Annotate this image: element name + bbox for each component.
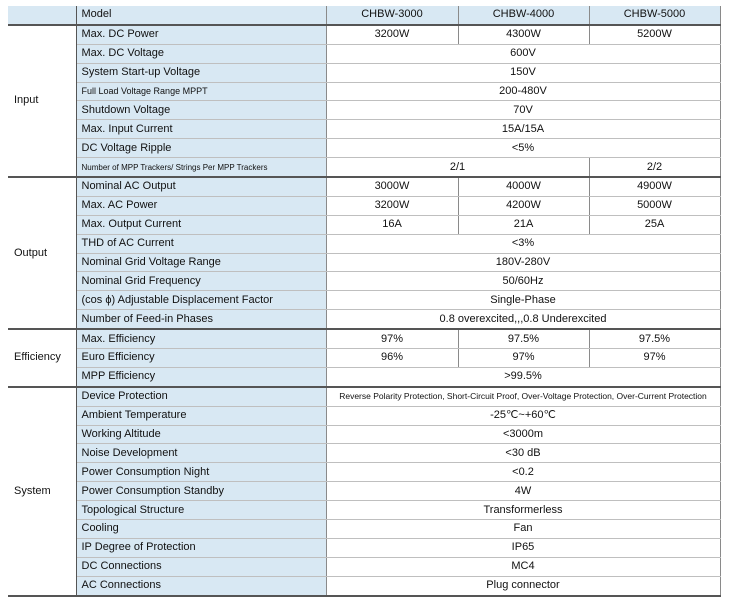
spec-row	[8, 177, 720, 196]
spec-row	[8, 63, 720, 82]
spec-value: 25A	[589, 215, 720, 234]
spec-row	[8, 158, 720, 177]
spec-value: 96%	[326, 349, 458, 368]
spec-value: Single-Phase	[326, 291, 720, 310]
spec-value: 200-480V	[326, 82, 720, 101]
spec-value: 97.5%	[458, 329, 589, 348]
spec-row	[8, 310, 720, 329]
spec-label: Number of MPP Trackers/ Strings Per MPP Trackers	[76, 158, 326, 177]
spec-value: 97.5%	[589, 329, 720, 348]
spec-label: (cos ϕ) Adjustable Displacement Factor	[76, 291, 326, 310]
spec-value: IP65	[326, 538, 720, 557]
spec-value: 50/60Hz	[326, 272, 720, 291]
spec-value: 150V	[326, 63, 720, 82]
section-group-label: Input	[8, 25, 76, 177]
spec-value: Fan	[326, 520, 720, 539]
spec-row	[8, 501, 720, 520]
spec-value: 5200W	[589, 25, 720, 44]
spec-label: Shutdown Voltage	[76, 101, 326, 120]
spec-row	[8, 387, 720, 406]
spec-value: <3000m	[326, 425, 720, 444]
spec-label: Number of Feed-in Phases	[76, 310, 326, 329]
header-row	[8, 6, 720, 25]
spec-row	[8, 44, 720, 63]
spec-row	[8, 101, 720, 120]
spec-label: Device Protection	[76, 387, 326, 406]
spec-row	[8, 215, 720, 234]
spec-label: Max. DC Power	[76, 25, 326, 44]
spec-label: Max. DC Voltage	[76, 44, 326, 63]
spec-label: Max. Efficiency	[76, 329, 326, 348]
spec-value: 600V	[326, 44, 720, 63]
spec-value: 3000W	[326, 177, 458, 196]
spec-row	[8, 482, 720, 501]
spec-value: 180V-280V	[326, 253, 720, 272]
spec-row	[8, 272, 720, 291]
spec-row	[8, 463, 720, 482]
spec-row	[8, 538, 720, 557]
spec-value: 70V	[326, 101, 720, 120]
spec-value: 97%	[589, 349, 720, 368]
spec-row	[8, 329, 720, 348]
spec-value: MC4	[326, 557, 720, 576]
header-corner-cell	[8, 6, 76, 25]
spec-label: Nominal Grid Frequency	[76, 272, 326, 291]
spec-value: Reverse Polarity Protection, Short-Circuit Proof, Over-Voltage Protection, Over-Current Protection	[326, 387, 720, 406]
section-group-label: Output	[8, 177, 76, 329]
spec-row	[8, 139, 720, 158]
spec-value: Transformerless	[326, 501, 720, 520]
spec-table-body	[8, 6, 720, 596]
model-name: CHBW-5000	[589, 6, 720, 25]
spec-row	[8, 425, 720, 444]
spec-label: Power Consumption Standby	[76, 482, 326, 501]
spec-value: 16A	[326, 215, 458, 234]
spec-value: 4300W	[458, 25, 589, 44]
spec-value: <30 dB	[326, 444, 720, 463]
spec-label: Max. Output Current	[76, 215, 326, 234]
spec-value: <5%	[326, 139, 720, 158]
spec-label: MPP Efficiency	[76, 367, 326, 386]
spec-row	[8, 406, 720, 425]
spec-label: Working Altitude	[76, 425, 326, 444]
spec-label: THD of AC Current	[76, 234, 326, 253]
header-label: Model	[76, 6, 326, 25]
spec-value: -25℃~+60℃	[326, 406, 720, 425]
spec-value: 3200W	[326, 25, 458, 44]
spec-value: 0.8 overexcited,,,0.8 Underexcited	[326, 310, 720, 329]
spec-label: Euro Efficiency	[76, 349, 326, 368]
spec-label: DC Connections	[76, 557, 326, 576]
spec-row	[8, 367, 720, 386]
spec-label: Nominal AC Output	[76, 177, 326, 196]
spec-value: 4200W	[458, 196, 589, 215]
spec-value: 21A	[458, 215, 589, 234]
spec-value: 4W	[326, 482, 720, 501]
spec-row	[8, 196, 720, 215]
spec-row	[8, 291, 720, 310]
section-group-label: System	[8, 387, 76, 596]
spec-label: Max. Input Current	[76, 120, 326, 139]
spec-value: 97%	[326, 329, 458, 348]
spec-label: Cooling	[76, 520, 326, 539]
spec-row	[8, 253, 720, 272]
model-name: CHBW-4000	[458, 6, 589, 25]
spec-value: 5000W	[589, 196, 720, 215]
spec-row	[8, 349, 720, 368]
spec-label: DC Voltage Ripple	[76, 139, 326, 158]
spec-value: 4000W	[458, 177, 589, 196]
spec-label: Topological Structure	[76, 501, 326, 520]
spec-row	[8, 234, 720, 253]
spec-value: 2/2	[589, 158, 720, 177]
spec-label: System Start-up Voltage	[76, 63, 326, 82]
spec-label: IP Degree of Protection	[76, 538, 326, 557]
spec-row	[8, 25, 720, 44]
spec-value: <0.2	[326, 463, 720, 482]
spec-label: Max. AC Power	[76, 196, 326, 215]
spec-label: Full Load Voltage Range MPPT	[76, 82, 326, 101]
spec-label: AC Connections	[76, 576, 326, 595]
spec-value: >99.5%	[326, 367, 720, 386]
spec-row	[8, 520, 720, 539]
spec-label: Ambient Temperature	[76, 406, 326, 425]
spec-value: <3%	[326, 234, 720, 253]
spec-label: Nominal Grid Voltage Range	[76, 253, 326, 272]
spec-value: Plug connector	[326, 576, 720, 595]
section-group-label: Efficiency	[8, 329, 76, 387]
spec-row	[8, 557, 720, 576]
spec-value: 15A/15A	[326, 120, 720, 139]
spec-label: Noise Development	[76, 444, 326, 463]
model-name: CHBW-3000	[326, 6, 458, 25]
spec-value: 4900W	[589, 177, 720, 196]
spec-value: 2/1	[326, 158, 589, 177]
spec-row	[8, 120, 720, 139]
spec-label: Power Consumption Night	[76, 463, 326, 482]
spec-value: 97%	[458, 349, 589, 368]
spec-row	[8, 576, 720, 595]
spec-row	[8, 82, 720, 101]
spec-table	[8, 6, 721, 597]
spec-value: 3200W	[326, 196, 458, 215]
spec-row	[8, 444, 720, 463]
